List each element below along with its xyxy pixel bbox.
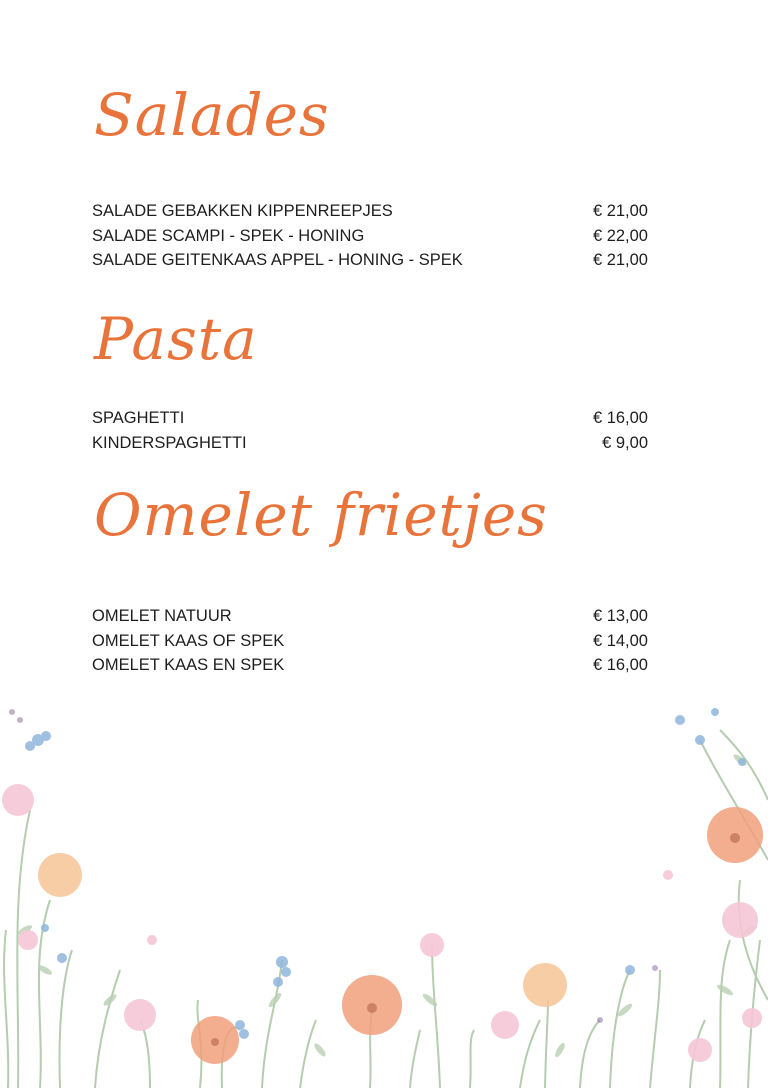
- menu-item: [92, 431, 648, 456]
- menu-item-name: OMELET KAAS OF SPEK: [92, 631, 285, 650]
- menu-item-price: € 22,00: [592, 226, 648, 245]
- menu-item-price: € 21,00: [592, 202, 648, 220]
- menu-item-price: € 21,00: [592, 251, 648, 269]
- menu-item-name: SALADE GEBAKKEN KIPPENREEPJES: [92, 202, 393, 220]
- section-title-salades: Salades: [94, 81, 330, 149]
- menu-list-pasta: [92, 406, 648, 455]
- section-title-omelet-frietjes: Omelet frietjes: [94, 481, 548, 549]
- menu-item-name: SALADE SCAMPI - SPEK - HONING: [92, 226, 365, 245]
- menu-item: [92, 653, 648, 678]
- menu-item-price: € 14,00: [592, 631, 648, 650]
- menu-item-name: OMELET KAAS EN SPEK: [92, 656, 285, 674]
- menu-item: [92, 629, 648, 654]
- menu-list-omelet-frietjes: [92, 604, 648, 678]
- menu-item: [92, 604, 648, 629]
- menu-list-salades: [92, 199, 648, 273]
- menu-item: [92, 224, 648, 249]
- menu-item: [92, 199, 648, 224]
- menu-item-price: € 13,00: [592, 607, 648, 625]
- menu-item-name: KINDERSPAGHETTI: [92, 433, 247, 452]
- wildflower-decoration: [0, 700, 768, 1088]
- menu-item: [92, 248, 648, 273]
- menu-item-name: OMELET NATUUR: [92, 607, 232, 625]
- menu-item-price: € 16,00: [592, 656, 648, 674]
- menu-item-price: € 9,00: [602, 433, 648, 452]
- menu-item-price: € 16,00: [592, 409, 648, 427]
- menu-item-name: SPAGHETTI: [92, 409, 185, 427]
- menu-item: [92, 406, 648, 431]
- menu-item-name: SALADE GEITENKAAS APPEL - HONING - SPEK: [92, 251, 463, 269]
- section-title-pasta: Pasta: [94, 305, 258, 373]
